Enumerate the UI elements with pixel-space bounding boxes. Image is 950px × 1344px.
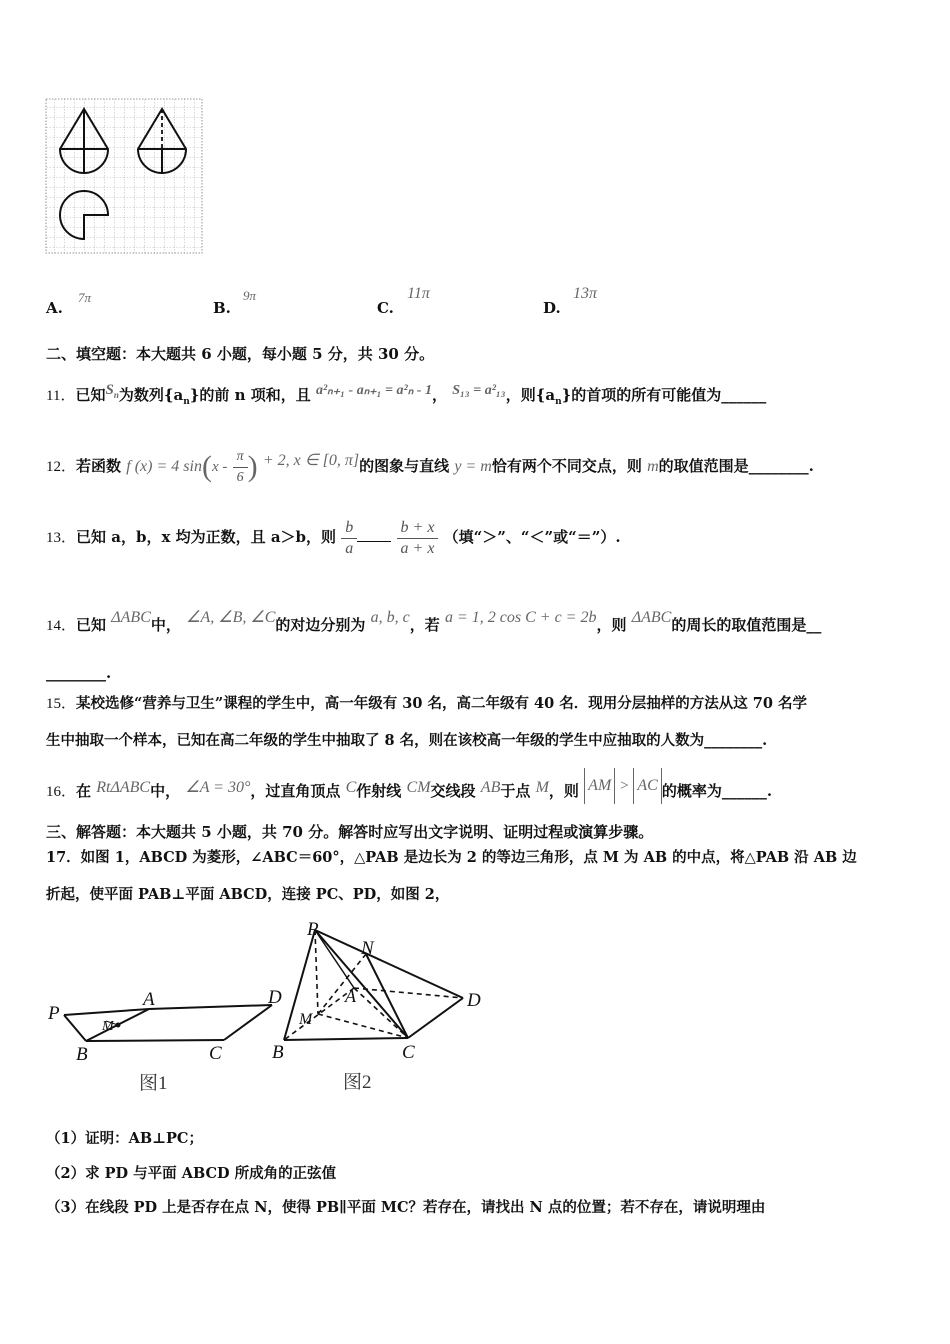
q13-frac1-den: a [345,539,354,557]
q16-answer-blank: 的概率为______. [661,782,773,800]
q11-text: 已知 [75,386,106,404]
q13-number: 13． [46,530,77,546]
three-view-figure [44,97,204,255]
question-13 [46,512,621,562]
q12-frac-den: 6 [236,469,244,485]
q15-number: 15． [46,696,77,712]
choice-c-value: 11π [407,285,430,302]
q12-m: m [647,458,659,475]
q14-number: 14． [46,618,77,634]
q11-sub: n [183,397,190,407]
q16-text: 交线段 [430,782,476,800]
q12-number: 12． [46,459,77,475]
q11-text: 为数列{a [118,386,184,404]
q16-text: 作射线 [356,782,402,800]
q14-text: 的对边分别为 [275,616,366,634]
q11-answer-blank: }的首项的所有可能值为______ [561,386,767,404]
q11-sn: S [105,382,114,398]
q11-sn-sub: n [113,390,119,400]
q12-frac-num: π [233,447,248,468]
choice-b-value: 9π [243,288,257,303]
q14-angles: ∠A, ∠B, ∠C [186,609,276,626]
q11-s13: S₁₃ = a²₁₃ [452,383,506,398]
q12-fx: f (x) = 4 sin [126,458,202,475]
choice-c-label: C. [377,299,394,317]
fig1-label-p: P [48,1003,60,1024]
q12-text: 恰有两个不同交点，则 [491,457,642,475]
fig2-label-d: D [467,990,481,1011]
q17-line2: 折起，使平面 PAB⊥平面 ABCD，连接 PC、PD，如图 2， [46,886,450,903]
q11-sub: n [555,397,562,407]
q14-text: ，则 [596,616,627,634]
q12-answer-blank: 的取值范围是________. [658,457,814,475]
question-14 [46,600,821,636]
q14-triangle: ΔABC [111,609,151,626]
section3-title: 三、解答题：本大题共 5 小题，共 70 分。解答时应写出文字说明、证明过程或演算步骤。 [46,823,654,841]
q16-cm: CM [406,779,431,796]
q16-am: AM [584,768,615,804]
q16-text: ，过直角顶点 [250,782,341,800]
question-11: 11．已知$S_n$为数列$\{a_n\}$的前 n 项和，且 a²ₙ₊₁ - aₙ₊₁ = a²ₙ - 1， S₁₃ = a²₁₃，则$\{a_n\}$的首项的所有可能值为______ [46,382,767,407]
q14-condition: a = 1, 2 cos C + c = 2b [444,609,597,626]
q16-m: M [535,779,549,796]
fig2-label-a: A [345,986,356,1006]
fig1-label-m: M [102,1019,114,1034]
question-16 [46,768,772,804]
q14-triangle: ΔABC [631,609,672,626]
choice-d-value: 13π [573,285,598,302]
q16-ab: AB [480,779,501,796]
q16-text: 在 [76,782,92,800]
q11-relation: a²ₙ₊₁ - aₙ₊₁ = a²ₙ - 1 [315,383,432,398]
q12-domain: + 2, x ∈ [0, π] [262,452,360,469]
section2-title: 二、填空题：本大题共 6 小题，每小题 5 分，共 30 分。 [46,345,435,363]
q11-text: }的前 n 项和，且 [189,386,311,404]
fig2-label-b: B [272,1042,284,1063]
fig2-label-n: N [361,938,374,959]
fig1-label-d: D [268,987,282,1008]
fig1-label-a: A [143,989,155,1010]
fig2-caption: 图2 [343,1072,372,1093]
choice-a-label: A. [46,299,63,317]
choice-b-label: B. [213,299,231,317]
q14-blank-continued: ________. [46,664,112,682]
q11-number: 11． [46,388,76,404]
q14-text: ，若 [409,616,440,634]
fig1-caption: 图1 [139,1073,168,1094]
figure-2 [268,918,498,1094]
q16-text: ，则 [548,782,579,800]
fig1-label-c: C [209,1043,222,1064]
q12-x: x - [211,459,228,475]
figure-1 [44,985,294,1095]
question-15 [46,693,807,715]
q16-gt: > [619,778,630,794]
question-12: 12．若函数 f (x) = 4 sin(x - $\frac{\pi}{6}$ ) + 2, x ∈ [0, π]的图象与直线 y = m恰有两个不同交点，则 m的取值范围是________. [46,436,814,486]
fig1-label-b: B [76,1044,88,1065]
choice-d-label: D. [543,299,561,317]
q11-text: ，则{a [505,386,556,404]
q12-text: 的图象与直线 [359,457,450,475]
q14-sides: a, b, c [370,609,410,626]
q14-answer-blank: 的周长的取值范围是__ [671,616,822,634]
choice-a-value: 7π [78,290,92,305]
q17-sub1: （1）证明：AB⊥PC； [46,1130,203,1147]
fig2-label-m: M [299,1011,313,1028]
q13-blank [357,527,391,542]
q14-text: 中， [150,616,181,634]
q13-text: 已知 a，b，x 均为正数，且 a＞b，则 [76,528,337,546]
q17-line1: 17．如图 1，ABCD 为菱形，∠ABC＝60°，△PAB 是边长为 2 的等边三角形，点 M 为 AB 的中点，将△PAB 沿 AB 边 [46,849,857,866]
fig2-label-p: P [307,919,319,940]
q12-text: 若函数 [76,457,122,475]
q15-line1: 某校选修“营养与卫生”课程的学生中，高一年级有 30 名，高二年级有 40 名．现用分层抽样的方法从这 70 名学 [76,695,808,712]
q16-text: 中， [150,782,181,800]
q16-c: C [345,779,357,796]
q14-text: 已知 [76,616,107,634]
q16-angle: ∠A = 30° [185,779,251,796]
q13-frac2-num: b + x [397,518,439,539]
q12-line: y = m [454,458,492,475]
q13-frac1-num: b [341,518,357,539]
fig2-label-c: C [402,1042,415,1063]
q16-triangle: RtΔABC [96,779,151,796]
q16-number: 16． [46,784,77,800]
q13-frac2-den: a + x [400,539,435,557]
q17-sub3: （3）在线段 PD 上是否存在点 N，使得 PB∥平面 MC？若存在，请找出 N 点的位置；若不存在，请说明理由 [46,1199,766,1216]
q13-text: （填“＞”、“＜”或“＝”）. [443,528,621,546]
q15-line2: 生中抽取一个样本，已知在高二年级的学生中抽取了 8 名，则在该校高一年级的学生中应抽取的人数为________. [46,732,768,749]
q16-ac: AC [633,768,661,804]
q16-text: 于点 [500,782,531,800]
q17-sub2: （2）求 PD 与平面 ABCD 所成角的正弦值 [46,1165,337,1182]
